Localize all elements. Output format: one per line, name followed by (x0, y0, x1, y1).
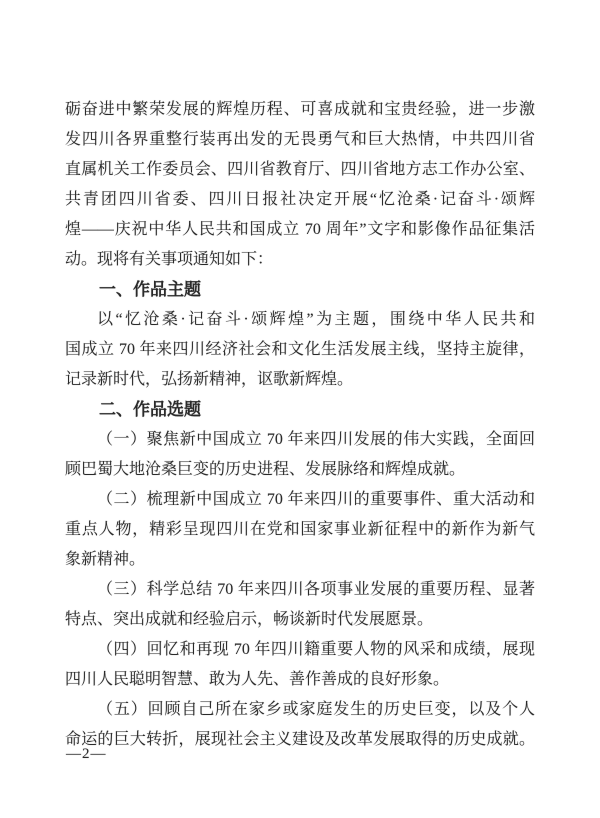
text-line: 重点人物，精彩呈现四川在党和国家事业新征程中的新作为新气 (65, 521, 535, 538)
text-line: （一）聚焦新中国成立 70 年来四川发展的伟大实践，全面回 (97, 431, 535, 448)
text-line: 以“忆沧桑·记奋斗·颂辉煌”为主题，围绕中华人民共和 (97, 311, 535, 328)
section-heading: 一、作品主题 (99, 280, 201, 299)
text-line: 顾巴蜀大地沧桑巨变的历史进程、发展脉络和辉煌成就。 (65, 461, 466, 478)
text-line: 记录新时代，弘扬新精神，讴歌新辉煌。 (65, 371, 354, 388)
text-line: 发四川各界重整行装再出发的无畏勇气和巨大热情，中共四川省 (65, 131, 535, 148)
text-line: 煌——庆祝中华人民共和国成立 70 周年”文字和影像作品征集活 (65, 221, 535, 238)
text-line: 四川人民聪明智慧、敢为人先、善作善成的良好形象。 (65, 671, 450, 688)
text-line: （三）科学总结 70 年来四川各项事业发展的重要历程、显著 (97, 581, 535, 598)
page-number: —2— (66, 746, 107, 762)
text-line: （四）回忆和再现 70 年四川籍重要人物的风采和成绩，展现 (97, 641, 535, 658)
text-line: （二）梳理新中国成立 70 年来四川的重要事件、重大活动和 (97, 491, 535, 508)
text-line: 国成立 70 年来四川经济社会和文化生活发展主线，坚持主旋律， (65, 341, 535, 358)
text-line: 共青团四川省委、四川日报社决定开展“忆沧桑·记奋斗·颂辉 (65, 191, 535, 208)
text-line: 命运的巨大转折，展现社会主义建设及改革发展取得的历史成就。 (65, 731, 535, 748)
text-line: 象新精神。 (65, 551, 146, 568)
text-line: 直属机关工作委员会、四川省教育厅、四川省地方志工作办公室、 (65, 161, 535, 178)
document-body (65, 95, 535, 755)
text-line: 动。现将有关事项通知如下： (65, 251, 274, 268)
section-heading: 二、作品选题 (99, 400, 201, 419)
text-line: 砺奋进中繁荣发展的辉煌历程、可喜成就和宝贵经验，进一步激 (65, 101, 535, 118)
text-line: （五）回顾自己所在家乡或家庭发生的历史巨变，以及个人 (97, 701, 535, 718)
text-line: 特点、突出成就和经验启示，畅谈新时代发展愿景。 (65, 611, 434, 628)
